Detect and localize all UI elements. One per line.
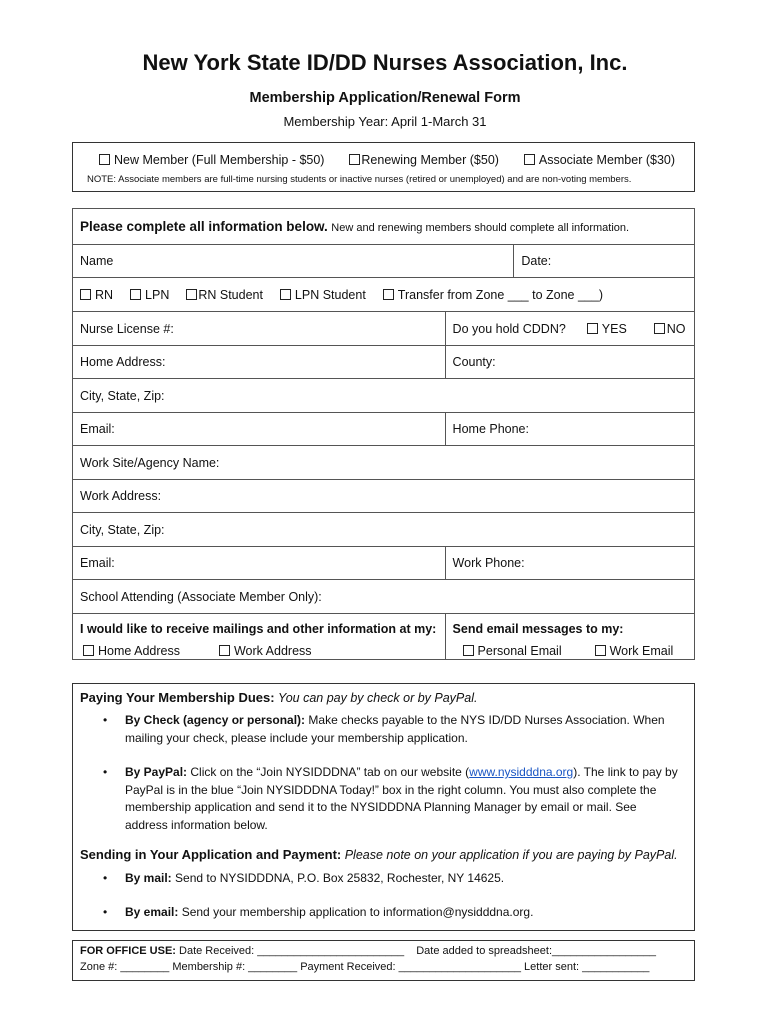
name-field[interactable]: Name <box>73 245 514 278</box>
paypal-bold: By PayPal: <box>125 765 188 779</box>
cddn-label: Do you hold CDDN? <box>452 321 566 336</box>
transfer-checkbox[interactable] <box>383 289 394 300</box>
lpn-label: LPN <box>145 287 170 302</box>
renewing-member-label: Renewing Member ($50) <box>361 153 499 167</box>
cddn-no-label: NO <box>666 321 686 336</box>
mail-bold: By mail: <box>125 871 172 885</box>
mail-work-label: Work Address <box>233 644 312 658</box>
home-email-field[interactable]: Email: <box>73 413 446 446</box>
check-bold: By Check (agency or personal): <box>125 713 306 727</box>
nurse-type-row <box>73 278 695 312</box>
email-personal-checkbox[interactable] <box>463 645 474 656</box>
check-bullet: • <box>103 713 108 727</box>
associate-member-checkbox[interactable] <box>524 154 535 165</box>
cddn-row <box>445 312 694 346</box>
lpn-student-label: LPN Student <box>294 287 366 302</box>
send-heading: Sending in Your Application and Payment: <box>80 847 342 862</box>
work-city-field[interactable]: City, State, Zip: <box>73 513 695 547</box>
new-member-label: New Member (Full Membership - $50) <box>114 153 325 167</box>
license-field[interactable]: Nurse License #: <box>73 312 446 346</box>
pay-heading-row <box>80 690 477 705</box>
new-member-checkbox[interactable] <box>99 154 110 165</box>
mailings-cell <box>73 614 446 660</box>
county-field[interactable]: County: <box>445 346 694 379</box>
rn-student-label: RN Student <box>198 287 263 302</box>
zone-number: Zone #: ________ <box>80 961 170 973</box>
school-field[interactable]: School Attending (Associate Member Only): <box>73 580 695 614</box>
form-subtitle: Membership Application/Renewal Form <box>249 90 521 106</box>
email-bold: By email: <box>125 905 179 919</box>
transfer-label: Transfer from Zone ___ to Zone ___) <box>397 287 603 302</box>
work-site-field[interactable]: Work Site/Agency Name: <box>73 446 695 480</box>
email-body: Send your membership application to information@nysidddna.org. <box>181 905 534 919</box>
cddn-yes-checkbox[interactable] <box>587 323 598 334</box>
form-intro <box>73 209 695 245</box>
associate-member-label: Associate Member ($30) <box>538 153 676 167</box>
home-address-field[interactable]: Home Address: <box>73 346 446 379</box>
office-use-box <box>72 940 695 981</box>
date-field[interactable]: Date: <box>514 245 695 278</box>
send-heading-row <box>80 847 678 862</box>
membership-year: Membership Year: April 1-March 31 <box>283 114 487 129</box>
mail-text <box>125 870 680 888</box>
send-note: Please note on your application if you are paying by PayPal. <box>344 848 678 862</box>
intro-bold: Please complete all information below. <box>80 219 328 234</box>
paypal-text <box>125 764 680 834</box>
letter-sent: Letter sent: ___________ <box>524 961 650 973</box>
email-text <box>125 904 680 922</box>
office-label: FOR OFFICE USE: <box>80 945 176 957</box>
mail-body: Send to NYSIDDDNA, P.O. Box 25832, Rochester, NY 14625. <box>175 871 505 885</box>
email-work-label: Work Email <box>609 644 674 658</box>
email-messages-cell <box>445 614 694 660</box>
rn-label: RN <box>95 287 114 302</box>
mail-bullet: • <box>103 871 108 885</box>
payment-section <box>72 683 695 931</box>
paypal-bullet: • <box>103 765 108 779</box>
lpn-checkbox[interactable] <box>130 289 141 300</box>
email-personal-label: Personal Email <box>477 644 562 658</box>
email-work-checkbox[interactable] <box>595 645 606 656</box>
check-text <box>125 712 680 747</box>
email-bullet: • <box>103 905 108 919</box>
pay-heading: Paying Your Membership Dues: <box>80 690 275 705</box>
work-phone-field[interactable]: Work Phone: <box>445 547 694 580</box>
renewing-member-checkbox[interactable] <box>349 154 360 165</box>
cddn-no-checkbox[interactable] <box>654 323 665 334</box>
mail-work-checkbox[interactable] <box>219 645 230 656</box>
date-added: Date added to spreadsheet:_________________ <box>416 945 656 957</box>
rn-student-checkbox[interactable] <box>186 289 197 300</box>
intro-rest: New and renewing members should complete all information. <box>331 222 630 234</box>
email-messages-label: Send email messages to my: <box>452 622 624 636</box>
mail-home-label: Home Address <box>98 644 180 658</box>
payment-received: Payment Received: ____________________ <box>300 961 521 973</box>
associate-note: NOTE: Associate members are full-time nursing students or inactive nurses (retired or unemployed) and are non-voting members. <box>87 174 632 185</box>
mail-home-checkbox[interactable] <box>83 645 94 656</box>
member-info-table <box>72 208 695 660</box>
form-title: New York State ID/DD Nurses Association, Inc. <box>142 50 628 75</box>
home-city-field[interactable]: City, State, Zip: <box>73 379 695 413</box>
cddn-yes-label: YES <box>601 321 627 336</box>
mailings-label: I would like to receive mailings and other information at my: <box>80 622 437 636</box>
paypal-body-1: Click on the “Join NYSIDDDNA” tab on our website ( <box>190 765 470 779</box>
website-link[interactable]: www.nysidddna.org <box>469 765 574 779</box>
pay-heading-note: You can pay by check or by PayPal. <box>278 691 478 705</box>
membership-type-box <box>72 142 695 192</box>
check-body: Make checks payable to the NYS ID/DD Nurses Association. When mailing your check, please include your membership application. <box>125 713 665 745</box>
paypal-body-2: ). The link to pay by PayPal is in the blue “Join NYSIDDDNA Today!” box in the right column. You must also complete the membership application and send it to the NYSIDDDNA Planning Manager by email or mail. See address information below. <box>125 765 678 832</box>
lpn-student-checkbox[interactable] <box>280 289 291 300</box>
date-received: Date Received: ________________________ <box>179 945 405 957</box>
home-phone-field[interactable]: Home Phone: <box>445 413 694 446</box>
membership-number: Membership #: ________ <box>172 961 298 973</box>
work-address-field[interactable]: Work Address: <box>73 480 695 513</box>
rn-checkbox[interactable] <box>80 289 91 300</box>
work-email-field[interactable]: Email: <box>73 547 446 580</box>
